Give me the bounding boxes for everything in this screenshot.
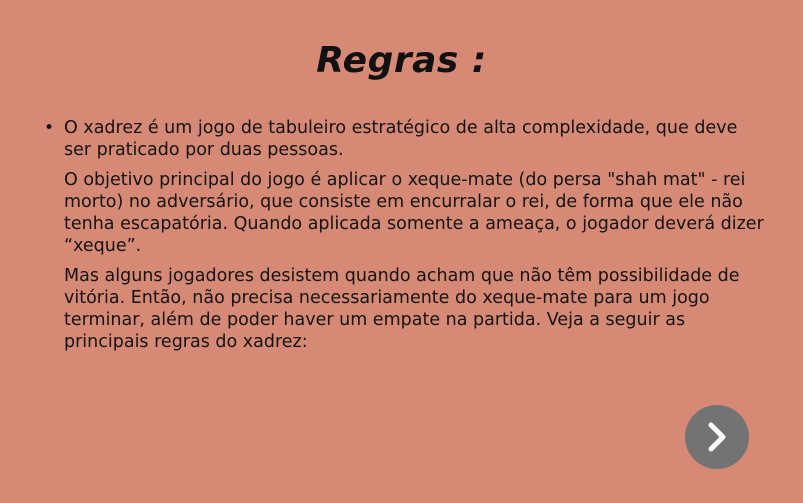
next-button[interactable] — [685, 405, 749, 469]
paragraph-objective: O objetivo principal do jogo é aplicar o xeque-mate (do persa "shah mat" - rei morto) no adversário, que consiste em encurralar o rei, de forma que ele não tenha escapatória. Quando aplicada somente a ameaça, o jogador deverá dizer “xeque”. — [64, 170, 764, 256]
slide-content — [44, 117, 764, 361]
bullet-marker: • — [44, 118, 55, 138]
chevron-right-icon — [703, 420, 731, 454]
paragraph-intro-text: O xadrez é um jogo de tabuleiro estratégico de alta complexidade, que deve ser praticado por duas pessoas. — [64, 118, 738, 160]
paragraph-resign: Mas alguns jogadores desistem quando acham que não têm possibilidade de vitória. Então, não precisa necessariamente do xeque-mate para um jogo terminar, além de poder haver um empate na partida. Veja a seguir as principais regras do xadrez: — [64, 266, 740, 352]
paragraph-intro — [44, 117, 764, 161]
slide-title: Regras : — [316, 40, 487, 81]
